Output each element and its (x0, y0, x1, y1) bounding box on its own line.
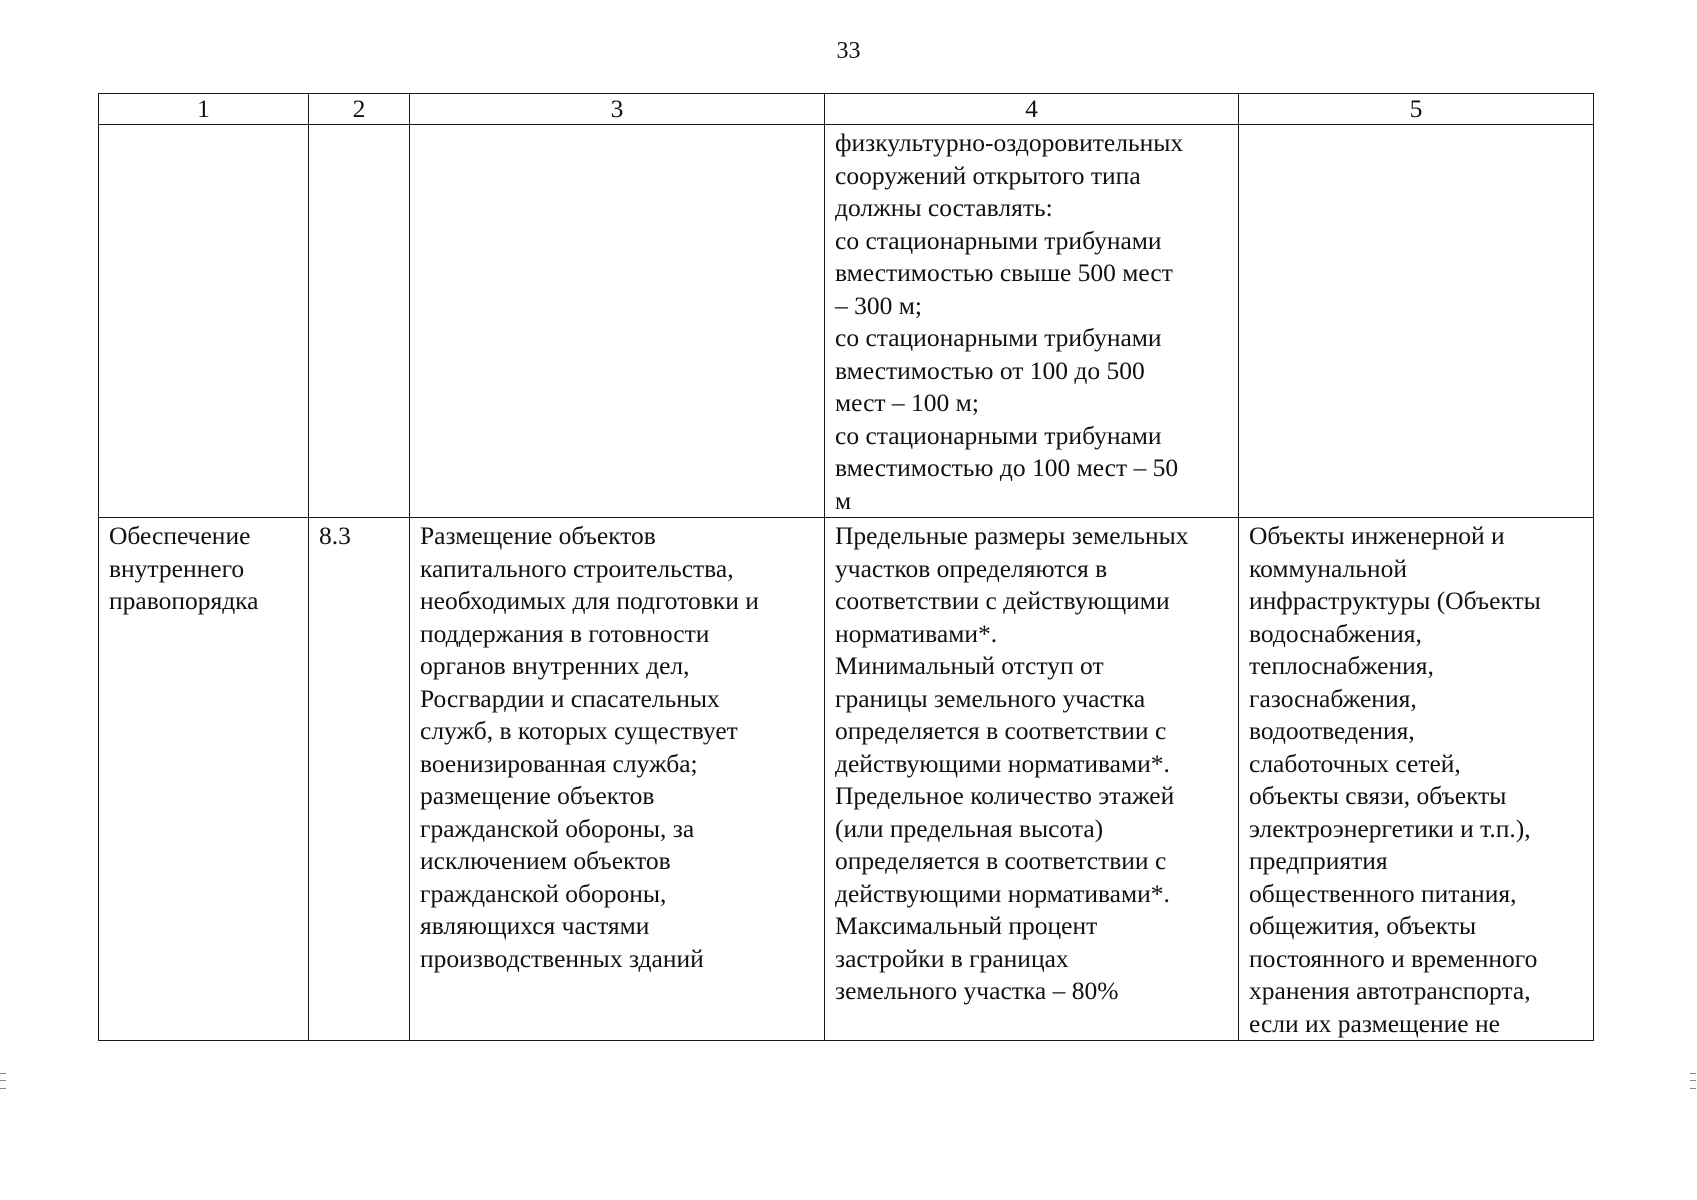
cell-parameters: Предельные размеры земельных участков определяются в соответствии с действующими нормативами*. Минимальный отступ от границы земельного участка определяется в соответствии с действующими нормативами*. Предельное количество этажей (или предельная высота) определяется в соответствии с действующими нормативами*. Максимальный процент застройки в границах земельного участка – 80% (825, 518, 1239, 1041)
cell-use-type: Обеспечение внутреннего правопорядка (99, 518, 309, 1041)
regulations-table (98, 93, 1594, 1041)
table-header-row (99, 94, 1594, 125)
cell-description: Размещение объектов капитального строительства, необходимых для подготовки и поддержания в готовности органов внутренних дел, Росгвардии и спасательных служб, в которых существует военизированная служба; размещение объектов гражданской обороны, за исключением объектов гражданской обороны, являющихся частями производственных зданий (410, 518, 825, 1041)
table-row (99, 125, 1594, 518)
cell-use-type (99, 125, 309, 518)
cell-auxiliary-uses (1239, 125, 1594, 518)
cell-code (309, 125, 410, 518)
page-number: 33 (836, 38, 861, 64)
scan-edge-mark-left (0, 1073, 6, 1089)
cell-description (410, 125, 825, 518)
column-header-3: 3 (410, 94, 825, 125)
column-header-5: 5 (1239, 94, 1594, 125)
column-header-1: 1 (99, 94, 309, 125)
column-header-4: 4 (825, 94, 1239, 125)
cell-parameters: физкультурно-оздоровительных сооружений открытого типа должны составлять: со стационарными трибунами вместимостью свыше 500 мест – 300 м; со стационарными трибунами вместимостью от 100 до 500 мест – 100 м; со стационарными трибунами вместимостью до 100 мест – 50 м (825, 125, 1239, 518)
scan-edge-mark-right (1690, 1073, 1696, 1089)
column-header-2: 2 (309, 94, 410, 125)
cell-code: 8.3 (309, 518, 410, 1041)
table-row (99, 518, 1594, 1041)
cell-auxiliary-uses: Объекты инженерной и коммунальной инфраструктуры (Объекты водоснабжения, теплоснабжения, газоснабжения, водоотведения, слаботочных сетей, объекты связи, объекты электроэнергетики и т.п.), предприятия общественного питания, общежития, объекты постоянного и временного хранения автотранспорта, если их размещение не (1239, 518, 1594, 1041)
